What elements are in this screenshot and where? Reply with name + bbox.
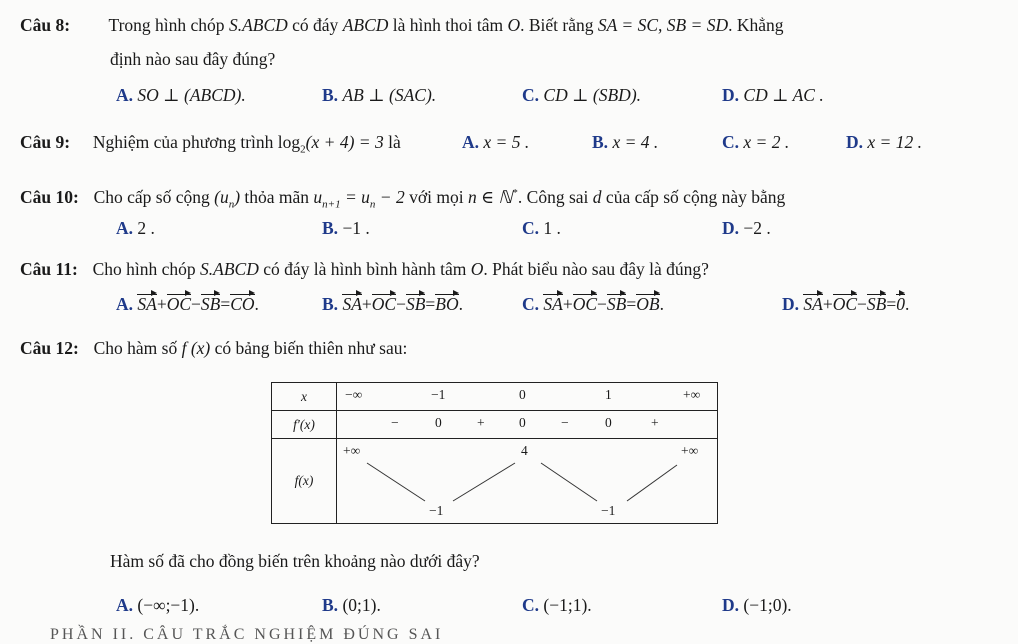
sign: 0 [519, 415, 526, 430]
q10-label: Câu 10: [20, 186, 79, 207]
sign: 0 [435, 415, 442, 430]
variation-arrows [337, 439, 717, 523]
q11-option-c[interactable]: C. SA+OC−SB=OB. [522, 294, 664, 314]
q8-option-d[interactable]: D. CD ⊥ AC . [722, 85, 824, 105]
sign: − [561, 415, 569, 430]
f-value: 4 [521, 443, 528, 458]
arrow-down [541, 463, 597, 501]
x-value: 1 [605, 387, 612, 402]
x-value: 0 [519, 387, 526, 402]
q11-option-d[interactable]: D. SA+OC−SB=0. [782, 294, 910, 314]
sign: + [651, 415, 659, 430]
q11-label: Câu 11: [20, 259, 78, 279]
q8-label: Câu 8: [20, 15, 71, 35]
arrow-down [367, 463, 425, 501]
q12-stem: Câu 12: Cho hàm số f (x) có bảng biến thiên như sau: [20, 338, 408, 358]
sign: − [391, 415, 399, 430]
q10-stem: Câu 10: Cho cấp số cộng $(u_n)$ thỏa mãn $u_{n+1} = u_n - 2$ với mọi n ∈ ℕ*. Công sai d của cấp số cộng này bằng [20, 186, 786, 211]
q10-option-b[interactable]: B. −1 . [322, 218, 370, 238]
q9-option-a[interactable]: A. x = 5 . [462, 132, 530, 152]
table-fp-label: f′(x) [272, 411, 337, 439]
f-value: −1 [601, 503, 616, 518]
f-value: +∞ [681, 443, 699, 458]
f-value: −1 [429, 503, 444, 518]
q12-option-b[interactable]: B. (0;1). [322, 595, 381, 615]
x-value: +∞ [683, 387, 701, 402]
x-value: −1 [431, 387, 446, 402]
q12-question: Hàm số đã cho đồng biến trên khoảng nào dưới đây? [110, 551, 480, 571]
arrow-up [627, 465, 677, 501]
q9-option-c[interactable]: C. x = 2 . [722, 132, 790, 152]
q12-label: Câu 12: [20, 338, 79, 358]
q12-option-c[interactable]: C. (−1;1). [522, 595, 592, 615]
arrow-up [453, 463, 515, 501]
q10-option-a[interactable]: A. 2 . [116, 218, 155, 238]
q10-option-c[interactable]: C. 1 . [522, 218, 561, 238]
q10-option-d[interactable]: D. −2 . [722, 218, 771, 238]
q12-option-a[interactable]: A. (−∞;−1). [116, 595, 200, 615]
x-value: −∞ [345, 387, 363, 402]
f-value: +∞ [343, 443, 361, 458]
sign: + [477, 415, 485, 430]
variation-table [271, 382, 718, 524]
section-footer: PHẦN II. CÂU TRẮC NGHIỆM ĐÚNG SAI [50, 626, 444, 643]
q8-option-a[interactable]: A. SO ⊥ (ABCD). [116, 85, 246, 105]
q8-stem: Câu 8: Trong hình chóp S.ABCD có đáy ABCD là hình thoi tâm O. Biết rằng SA = SC, SB = SD. Khẳng [20, 15, 784, 35]
q9-stem: Câu 9: Nghiệm của phương trình $\log_2(x + 4) = 3$ là [20, 132, 401, 156]
q9-label: Câu 9: [20, 132, 71, 152]
table-f-label: f(x) [272, 439, 337, 524]
q9-option-b[interactable]: B. x = 4 . [592, 132, 659, 152]
q8-option-b[interactable]: B. AB ⊥ (SAC). [322, 85, 437, 105]
q12-option-d[interactable]: D. (−1;0). [722, 595, 792, 615]
sign: 0 [605, 415, 612, 430]
q8-option-c[interactable]: C. CD ⊥ (SBD). [522, 85, 642, 105]
q11-option-a[interactable]: A. SA+OC−SB=CO. [116, 294, 259, 314]
q11-option-b[interactable]: B. SA+OC−SB=BO. [322, 294, 463, 314]
q9-option-d[interactable]: D. x = 12 . [846, 132, 922, 152]
q11-stem: Câu 11: Cho hình chóp S.ABCD có đáy là hình bình hành tâm O. Phát biểu nào sau đây là đúng? [20, 259, 709, 279]
q8-stem-line2: định nào sau đây đúng? [110, 49, 276, 69]
table-x-label: x [272, 383, 337, 411]
